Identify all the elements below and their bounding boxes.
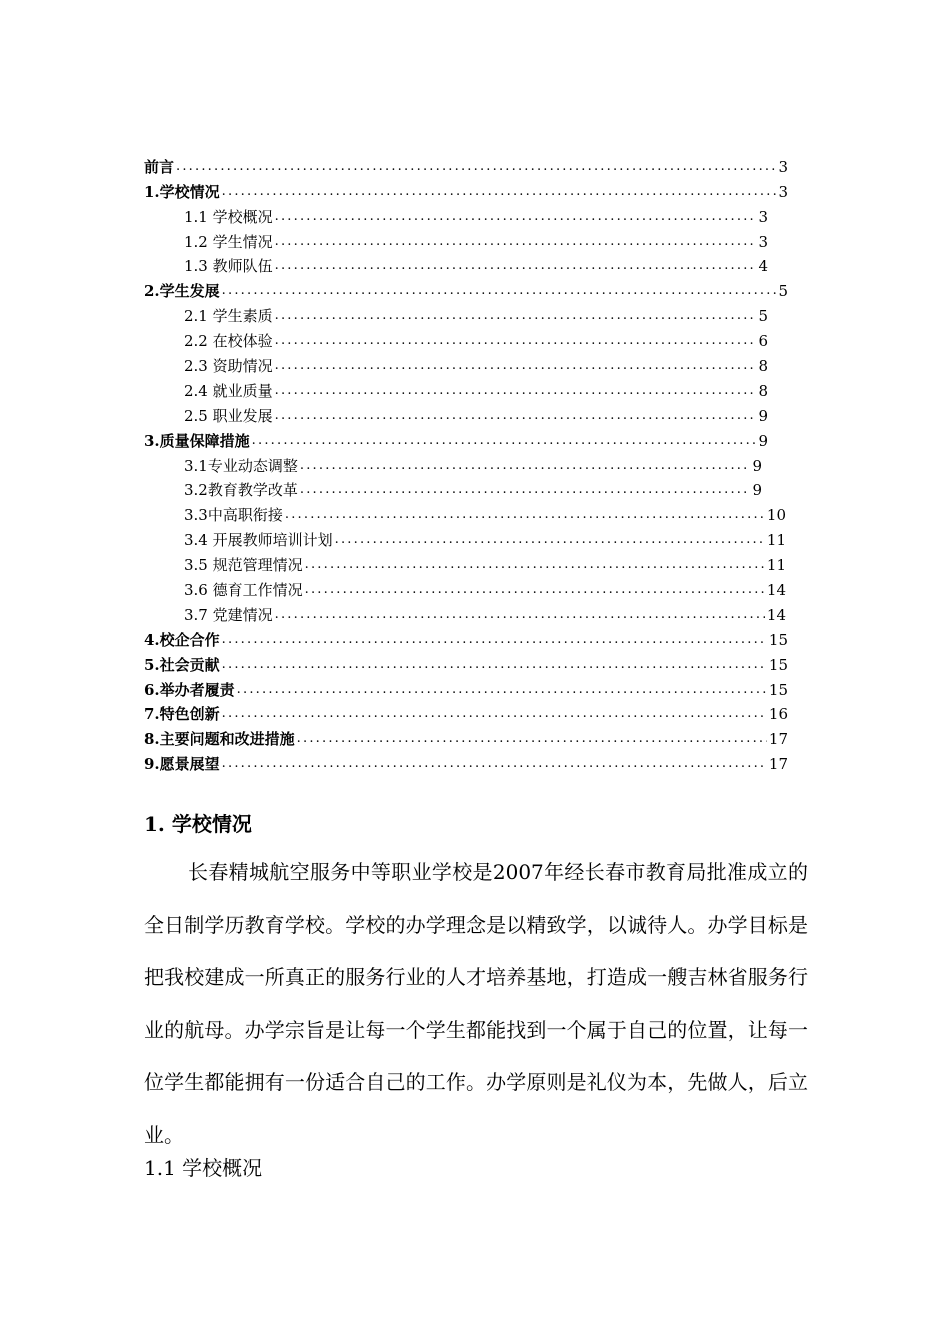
toc-entry[interactable] (144, 451, 788, 476)
toc-entry-title: 2.5 职业发展 (184, 406, 273, 425)
toc-leader-dots (300, 456, 750, 476)
toc-entry-title: 2.4 就业质量 (184, 381, 273, 400)
toc-leader-dots (275, 406, 756, 426)
toc-entry-page: 4 (758, 257, 768, 276)
toc-entry-page: 6 (758, 332, 768, 351)
toc-leader-dots (222, 655, 767, 675)
toc-entry[interactable] (144, 351, 788, 376)
toc-entry-page: 9 (758, 406, 768, 425)
toc-leader-dots (285, 505, 765, 525)
toc-entry[interactable] (144, 625, 788, 650)
toc-entry[interactable] (144, 227, 788, 252)
toc-entry-title: 8.主要问题和改进措施 (144, 730, 295, 749)
toc-leader-dots (275, 605, 765, 625)
toc-entry[interactable] (144, 177, 788, 202)
toc-entry-title: 9.愿景展望 (144, 755, 220, 774)
toc-entry-page: 14 (766, 581, 786, 600)
toc-leader-dots (275, 256, 756, 276)
toc-entry-title: 3.2教育教学改革 (184, 481, 298, 500)
toc-leader-dots (300, 480, 750, 500)
toc-entry-page: 8 (758, 357, 768, 376)
toc-entry[interactable] (144, 152, 788, 177)
toc-entry[interactable] (144, 650, 788, 675)
toc-leader-dots (275, 207, 756, 227)
toc-entry-page: 15 (768, 655, 788, 674)
table-of-contents (144, 152, 788, 774)
toc-entry-title: 1.学校情况 (144, 182, 220, 201)
toc-entry-page: 5 (778, 282, 788, 301)
toc-entry-title: 1.2 学生情况 (184, 232, 273, 251)
toc-entry[interactable] (144, 426, 788, 451)
toc-entry[interactable] (144, 301, 788, 326)
toc-entry[interactable] (144, 252, 788, 277)
toc-entry-page: 11 (766, 531, 786, 550)
toc-leader-dots (297, 729, 767, 749)
toc-entry[interactable] (144, 376, 788, 401)
toc-entry-title: 3.7 党建情况 (184, 605, 273, 624)
toc-entry-title: 3.5 规范管理情况 (184, 556, 303, 575)
toc-entry-page: 3 (758, 232, 768, 251)
toc-entry-title: 4.校企合作 (144, 630, 220, 649)
toc-entry-page: 11 (766, 556, 786, 575)
toc-entry[interactable] (144, 326, 788, 351)
toc-leader-dots (335, 530, 765, 550)
toc-leader-dots (222, 630, 767, 650)
toc-entry[interactable] (144, 550, 788, 575)
toc-entry-title: 2.2 在校体验 (184, 332, 273, 351)
toc-entry-title: 6.举办者履责 (144, 680, 235, 699)
toc-entry-title: 2.3 资助情况 (184, 357, 273, 376)
toc-leader-dots (222, 281, 776, 301)
toc-entry-title: 3.4 开展教师培训计划 (184, 531, 333, 550)
toc-entry-page: 9 (758, 431, 768, 450)
body-paragraph: 长春精城航空服务中等职业学校是2007年经长春市教育局批准成立的全日制学历教育学校。学校的办学理念是以精致学，以诚待人。办学目标是把我校建成一所真正的服务行业的人才培养基地，打造成一艘吉林省服务行业的航母。办学宗旨是让每一个学生都能找到一个属于自己的位置，让每一位学生都能拥有一份适合自己的工作。办学原则是礼仪为本，先做人，后立业。 (144, 860, 808, 1147)
toc-entry-page: 14 (766, 605, 786, 624)
toc-entry-title: 前言 (144, 157, 175, 176)
toc-leader-dots (275, 232, 756, 252)
toc-entry[interactable] (144, 500, 788, 525)
toc-entry[interactable] (144, 724, 788, 749)
toc-entry-title: 2.学生发展 (144, 282, 220, 301)
toc-leader-dots (237, 680, 767, 700)
toc-leader-dots (252, 431, 756, 451)
toc-entry-page: 3 (758, 207, 768, 226)
toc-leader-dots (275, 356, 756, 376)
toc-entry-page: 15 (768, 630, 788, 649)
toc-entry-page: 3 (778, 182, 788, 201)
toc-entry-page: 3 (778, 157, 788, 176)
toc-entry-page: 17 (768, 755, 788, 774)
toc-entry-title: 3.1专业动态调整 (184, 456, 298, 475)
toc-leader-dots (275, 331, 756, 351)
toc-entry[interactable] (144, 700, 788, 725)
toc-entry-page: 17 (768, 730, 788, 749)
toc-entry[interactable] (144, 401, 788, 426)
toc-entry-title: 7.特色创新 (144, 705, 220, 724)
toc-entry[interactable] (144, 476, 788, 501)
toc-entry-page: 5 (758, 307, 768, 326)
toc-entry-title: 3.6 德育工作情况 (184, 581, 303, 600)
toc-entry[interactable] (144, 600, 788, 625)
toc-leader-dots (222, 182, 776, 202)
toc-leader-dots (176, 157, 776, 177)
toc-entry-title: 2.1 学生素质 (184, 307, 273, 326)
toc-entry-page: 9 (752, 481, 762, 500)
toc-leader-dots (275, 306, 756, 326)
toc-entry-title: 1.1 学校概况 (184, 207, 273, 226)
toc-leader-dots (275, 381, 756, 401)
toc-entry-title: 1.3 教师队伍 (184, 257, 273, 276)
toc-entry[interactable] (144, 575, 788, 600)
toc-leader-dots (222, 704, 767, 724)
section-heading: 1. 学校情况 (144, 812, 252, 836)
toc-entry[interactable] (144, 675, 788, 700)
toc-leader-dots (305, 555, 765, 575)
toc-entry[interactable] (144, 525, 788, 550)
toc-entry[interactable] (144, 749, 788, 774)
toc-entry-title: 3.3中高职衔接 (184, 506, 283, 525)
toc-entry-page: 9 (752, 456, 762, 475)
toc-entry[interactable] (144, 202, 788, 227)
toc-leader-dots (222, 754, 767, 774)
toc-entry-page: 15 (768, 680, 788, 699)
toc-entry-page: 8 (758, 381, 768, 400)
toc-entry-page: 16 (768, 705, 788, 724)
subsection-heading: 1.1 学校概况 (144, 1156, 263, 1180)
toc-entry-title: 5.社会贡献 (144, 655, 220, 674)
toc-entry-title: 3.质量保障措施 (144, 431, 250, 450)
toc-entry[interactable] (144, 276, 788, 301)
toc-leader-dots (305, 580, 765, 600)
toc-entry-page: 10 (766, 506, 786, 525)
